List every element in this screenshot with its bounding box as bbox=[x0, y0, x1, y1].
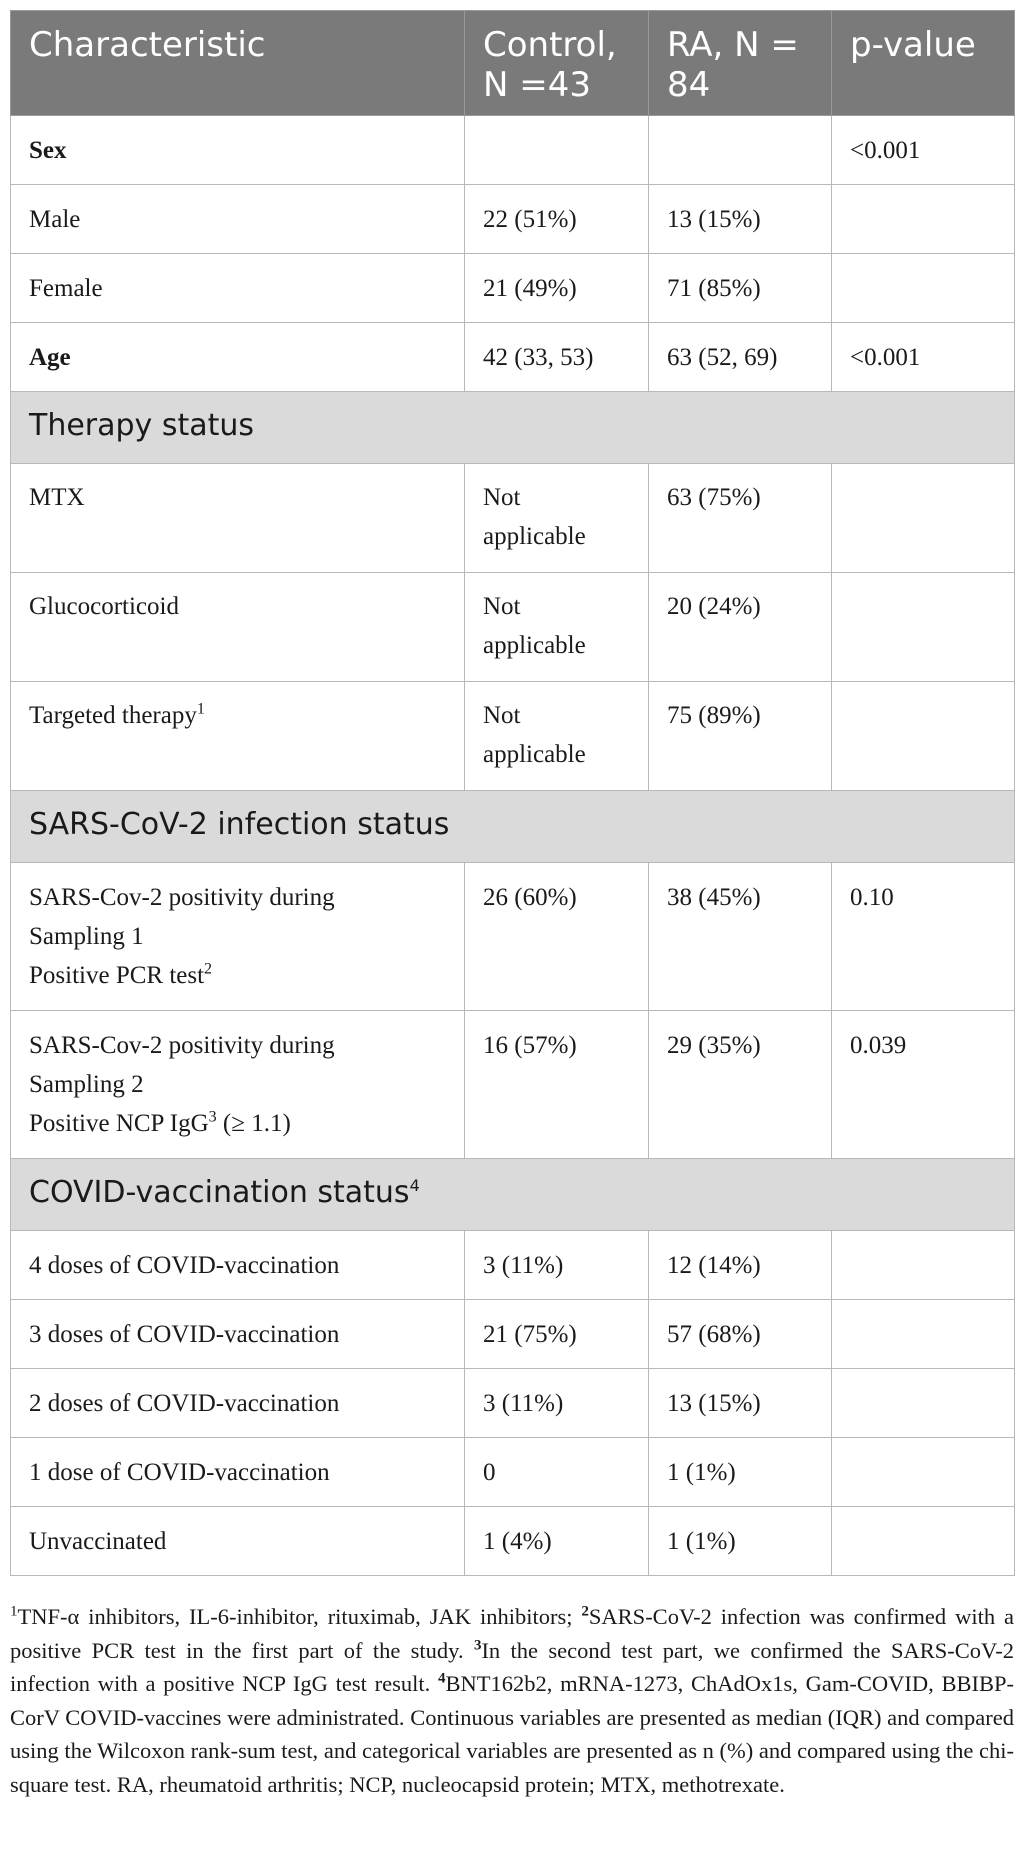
row-label: Sex bbox=[11, 116, 465, 185]
table-row-female bbox=[11, 254, 1015, 323]
table-row-targeted-therapy bbox=[11, 682, 1015, 791]
p-value bbox=[832, 573, 1015, 682]
control-value bbox=[465, 116, 649, 185]
table-row-glucocorticoid bbox=[11, 573, 1015, 682]
footnote-marker: 2 bbox=[581, 1603, 589, 1620]
table-row-2-doses bbox=[11, 1369, 1015, 1438]
row-label: Unvaccinated bbox=[11, 1507, 465, 1576]
p-value bbox=[832, 1231, 1015, 1300]
row-label-threshold: (≥ 1.1) bbox=[216, 1110, 291, 1137]
table-row-mtx bbox=[11, 464, 1015, 573]
p-value bbox=[832, 185, 1015, 254]
footnote-text: In the second test part, we confirmed the SARS-CoV-2 infection with a positive NCP IgG test result. bbox=[10, 1637, 1014, 1696]
row-label: Male bbox=[11, 185, 465, 254]
control-value: 1 (4%) bbox=[465, 1507, 649, 1576]
footnote-marker: 3 bbox=[208, 1108, 217, 1126]
row-label: 4 doses of COVID-vaccination bbox=[11, 1231, 465, 1300]
row-label bbox=[11, 863, 465, 1011]
row-label-line: Positive NCP IgG bbox=[29, 1110, 209, 1137]
p-value: 0.039 bbox=[832, 1011, 1015, 1159]
control-line: applicable bbox=[483, 741, 586, 768]
footnote-marker: 3 bbox=[473, 1637, 482, 1653]
section-title: SARS-CoV-2 infection status bbox=[11, 791, 1015, 863]
row-label-line: Sampling 2 bbox=[29, 1071, 144, 1098]
characteristics-table bbox=[10, 10, 1015, 1576]
ra-value: 63 (75%) bbox=[649, 464, 832, 573]
ra-value: 1 (1%) bbox=[649, 1438, 832, 1507]
row-label-line: SARS-Cov-2 positivity during bbox=[29, 1032, 335, 1059]
table-row-male bbox=[11, 185, 1015, 254]
p-value bbox=[832, 682, 1015, 791]
p-value bbox=[832, 254, 1015, 323]
p-value bbox=[832, 1369, 1015, 1438]
p-value bbox=[832, 464, 1015, 573]
control-value: 3 (11%) bbox=[465, 1369, 649, 1438]
section-title: Therapy status bbox=[11, 392, 1015, 464]
table-row-sampling-2 bbox=[11, 1011, 1015, 1159]
table-row-age bbox=[11, 323, 1015, 392]
ra-value: 71 (85%) bbox=[649, 254, 832, 323]
row-label: MTX bbox=[11, 464, 465, 573]
control-line: Not bbox=[483, 484, 521, 511]
table-row-3-doses bbox=[11, 1300, 1015, 1369]
control-value bbox=[465, 573, 649, 682]
p-value: 0.10 bbox=[832, 863, 1015, 1011]
control-value bbox=[465, 464, 649, 573]
table-row-sampling-1 bbox=[11, 863, 1015, 1011]
footnote-marker: 1 bbox=[10, 1603, 18, 1620]
section-row-therapy bbox=[11, 392, 1015, 464]
row-label-text: Targeted therapy bbox=[29, 702, 197, 729]
p-value: <0.001 bbox=[832, 323, 1015, 392]
row-label: 1 dose of COVID-vaccination bbox=[11, 1438, 465, 1507]
control-line: applicable bbox=[483, 632, 586, 659]
header-ra: RA, N = 84 bbox=[649, 11, 832, 116]
table-header-row bbox=[11, 11, 1015, 116]
footnote-text: BNT162b2, mRNA-1273, ChAdOx1s, Gam-COVID, BBIBP-CorV COVID-vaccines were administrated. Continuous variables are presented as median (IQR) and compared using the Wilcoxon rank-sum test, and categorical variables are presented as n (%) and compared using the chi-square test. RA, rheumatoid arthritis; NCP, nucleocapsid protein; MTX, methotrexate. bbox=[10, 1671, 1014, 1797]
table-row-unvaccinated bbox=[11, 1507, 1015, 1576]
control-line: applicable bbox=[483, 523, 586, 550]
footnote-text: SARS-CoV-2 infection was confirmed with a positive PCR test in the first part of the study. bbox=[10, 1604, 1014, 1663]
ra-value: 20 (24%) bbox=[649, 573, 832, 682]
ra-value: 63 (52, 69) bbox=[649, 323, 832, 392]
row-label: Female bbox=[11, 254, 465, 323]
control-value bbox=[465, 682, 649, 791]
control-value: 3 (11%) bbox=[465, 1231, 649, 1300]
control-line: Not bbox=[483, 702, 521, 729]
section-title-text: COVID-vaccination status bbox=[29, 1175, 410, 1210]
p-value bbox=[832, 1300, 1015, 1369]
ra-value: 1 (1%) bbox=[649, 1507, 832, 1576]
header-p-value: p-value bbox=[832, 11, 1015, 116]
footnote-marker: 2 bbox=[204, 960, 213, 978]
row-label-line: Sampling 1 bbox=[29, 923, 144, 950]
row-label-line: Positive PCR test bbox=[29, 962, 205, 989]
control-value: 26 (60%) bbox=[465, 863, 649, 1011]
ra-value: 12 (14%) bbox=[649, 1231, 832, 1300]
control-line: Not bbox=[483, 593, 521, 620]
footnote-text: TNF-α inhibitors, IL-6-inhibitor, rituximab, JAK inhibitors; bbox=[17, 1604, 582, 1629]
characteristics-table-container bbox=[10, 10, 1014, 1576]
p-value bbox=[832, 1507, 1015, 1576]
row-label bbox=[11, 1011, 465, 1159]
control-value: 0 bbox=[465, 1438, 649, 1507]
p-value bbox=[832, 1438, 1015, 1507]
row-label-line: SARS-Cov-2 positivity during bbox=[29, 884, 335, 911]
row-label: 3 doses of COVID-vaccination bbox=[11, 1300, 465, 1369]
control-value: 21 (49%) bbox=[465, 254, 649, 323]
row-label bbox=[11, 682, 465, 791]
table-row-4-doses bbox=[11, 1231, 1015, 1300]
section-row-infection bbox=[11, 791, 1015, 863]
ra-value: 75 (89%) bbox=[649, 682, 832, 791]
ra-value: 13 (15%) bbox=[649, 185, 832, 254]
table-row-1-dose bbox=[11, 1438, 1015, 1507]
ra-value bbox=[649, 116, 832, 185]
ra-value: 29 (35%) bbox=[649, 1011, 832, 1159]
ra-value: 13 (15%) bbox=[649, 1369, 832, 1438]
control-value: 21 (75%) bbox=[465, 1300, 649, 1369]
row-label: Age bbox=[11, 323, 465, 392]
table-row-sex bbox=[11, 116, 1015, 185]
section-row-vaccination bbox=[11, 1159, 1015, 1231]
footnote-marker: 4 bbox=[437, 1670, 446, 1687]
table-footnote bbox=[10, 1600, 1014, 1801]
p-value: <0.001 bbox=[832, 116, 1015, 185]
ra-value: 57 (68%) bbox=[649, 1300, 832, 1369]
footnote-marker: 4 bbox=[409, 1176, 420, 1195]
footnote-marker: 1 bbox=[196, 700, 205, 718]
ra-value: 38 (45%) bbox=[649, 863, 832, 1011]
row-label: 2 doses of COVID-vaccination bbox=[11, 1369, 465, 1438]
control-value: 22 (51%) bbox=[465, 185, 649, 254]
control-value: 16 (57%) bbox=[465, 1011, 649, 1159]
header-characteristic: Characteristic bbox=[11, 11, 465, 116]
control-value: 42 (33, 53) bbox=[465, 323, 649, 392]
header-control: Control, N =43 bbox=[465, 11, 649, 116]
section-title bbox=[11, 1159, 1015, 1231]
row-label: Glucocorticoid bbox=[11, 573, 465, 682]
